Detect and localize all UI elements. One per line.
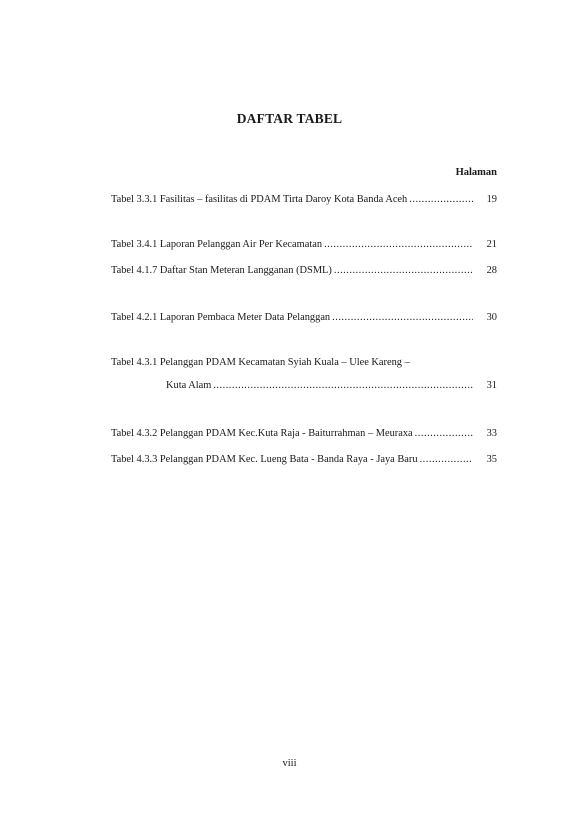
toc-entry: [111, 356, 497, 369]
toc-entry: [111, 453, 497, 466]
page-column-header: Halaman: [455, 167, 497, 178]
toc-entry-page: 30: [486, 312, 497, 323]
toc-entry-label: Tabel 4.1.7 Daftar Stan Meteran Langganan (DSML): [111, 265, 332, 276]
toc-entry-label: Tabel 4.3.2 Pelanggan PDAM Kec.Kuta Raja - Baiturrahman – Meuraxa: [111, 428, 413, 439]
toc-entry-page: 35: [486, 454, 497, 465]
dot-leader: [409, 193, 473, 206]
toc-entry: [111, 427, 497, 440]
dot-leader: [420, 453, 473, 466]
toc-entry-label: Tabel 3.4.1 Laporan Pelanggan Air Per Kecamatan: [111, 239, 323, 250]
toc-entry-label-line1: Tabel 4.3.1 Pelanggan PDAM Kecamatan Syiah Kuala – Ulee Kareng –: [111, 357, 410, 368]
toc-entry-page: 21: [486, 239, 497, 250]
toc-entry: [111, 264, 497, 277]
toc-entry-page: 19: [486, 194, 497, 205]
toc-entry: [111, 311, 497, 324]
dot-leader: [334, 264, 473, 277]
dot-leader: [324, 238, 473, 251]
toc-entry-page: 31: [486, 380, 497, 391]
toc-entry-page: 28: [486, 265, 497, 276]
toc-entry-continuation: [111, 379, 497, 392]
toc-entry-label-line2: Kuta Alam: [166, 380, 212, 391]
page-number: viii: [282, 758, 297, 769]
dot-leader: [415, 427, 473, 440]
toc-entry: [111, 193, 497, 206]
toc-entry-label: Tabel 4.3.3 Pelanggan PDAM Kec. Lueng Bata - Banda Raya - Jaya Baru: [111, 454, 418, 465]
toc-entry: [111, 238, 497, 251]
page-title: DAFTAR TABEL: [236, 111, 343, 126]
toc-entry-label: Tabel 3.3.1 Fasilitas – fasilitas di PDAM Tirta Daroy Kota Banda Aceh: [111, 194, 408, 205]
toc-entry-label: Tabel 4.2.1 Laporan Pembaca Meter Data Pelanggan: [111, 312, 331, 323]
toc-entry-page: 33: [486, 428, 497, 439]
dot-leader: [213, 379, 473, 392]
dot-leader: [332, 311, 473, 324]
